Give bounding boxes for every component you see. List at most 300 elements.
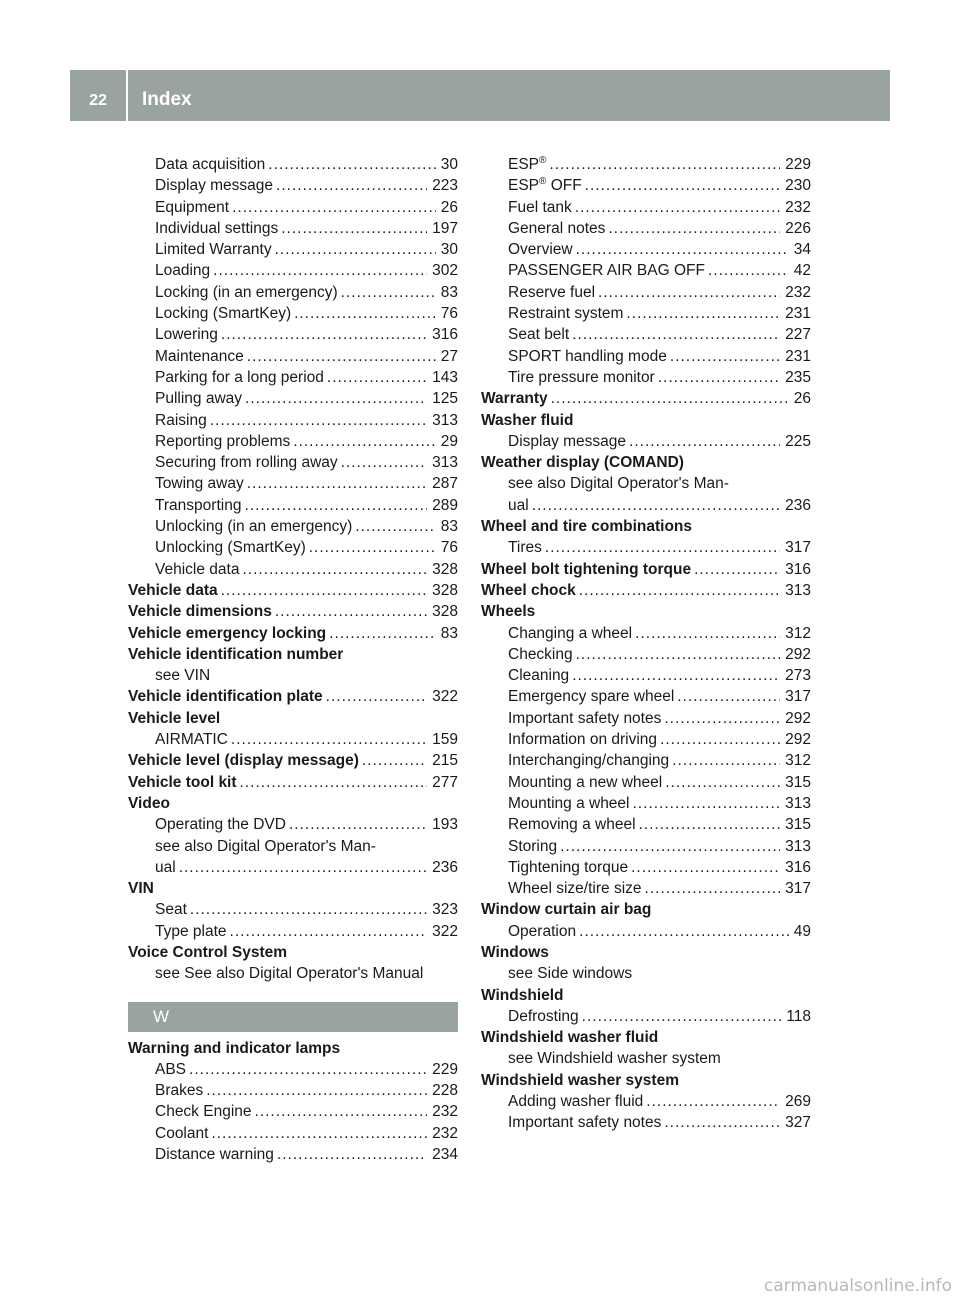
entry-label: see Windshield washer system [508, 1050, 721, 1068]
entry-label: Locking (SmartKey) [155, 305, 292, 323]
page-ref: 193 [432, 816, 458, 834]
dot-leader [341, 452, 427, 473]
section-w-entries [128, 1038, 458, 1166]
registered-mark: ® [539, 154, 547, 166]
page-ref: 143 [432, 368, 458, 386]
dot-leader [206, 1080, 427, 1101]
dot-leader [631, 857, 780, 878]
index-heading [481, 985, 811, 1006]
index-entry [128, 473, 458, 494]
left-entries [128, 154, 458, 985]
index-entry [128, 516, 458, 537]
index-heading [128, 793, 458, 814]
page-ref: 232 [432, 1103, 458, 1121]
entry-label: Seat belt [508, 326, 570, 344]
entry-text [128, 750, 359, 771]
index-heading [481, 1070, 811, 1091]
dot-leader [579, 921, 789, 942]
dot-leader [211, 1123, 427, 1144]
page-ref: 292 [785, 731, 811, 749]
entry-label: Windshield washer fluid [481, 1029, 659, 1047]
entry-label: PASSENGER AIR BAG OFF [508, 262, 705, 280]
page-ref: 317 [785, 539, 811, 557]
entry-label: Important safety notes [508, 709, 662, 727]
page-ref: 229 [432, 1060, 458, 1078]
entry-text [481, 985, 564, 1006]
page-ref: 316 [785, 858, 811, 876]
dot-leader [221, 580, 428, 601]
dot-leader [633, 793, 781, 814]
entry-label: VIN [128, 880, 154, 898]
entry-label: Operating the DVD [155, 816, 286, 834]
page-ref: 315 [785, 773, 811, 791]
entry-text [508, 1091, 643, 1112]
index-heading [128, 644, 458, 665]
index-heading [481, 516, 811, 537]
dot-leader [572, 324, 780, 345]
entry-label: General notes [508, 219, 606, 237]
index-column-right [481, 154, 811, 1134]
index-heading [481, 388, 811, 409]
entry-text [508, 303, 623, 324]
entry-label: Locking (in an emergency) [155, 283, 338, 301]
entry-text [481, 899, 651, 920]
entry-label: Tightening torque [508, 858, 629, 876]
index-entry [481, 175, 811, 196]
entry-label: SPORT handling mode [508, 347, 667, 365]
index-entry [128, 388, 458, 409]
index-entry [128, 1144, 458, 1165]
page-ref: 83 [440, 518, 458, 536]
index-entry [128, 282, 458, 303]
page-ref: 231 [785, 347, 811, 365]
index-entry [481, 346, 811, 367]
page-ref: 232 [785, 198, 811, 216]
entry-text [155, 1123, 208, 1144]
page-ref: 215 [432, 752, 458, 770]
entry-text [508, 623, 632, 644]
index-entry [128, 495, 458, 516]
entry-text [508, 708, 661, 729]
entry-text [155, 239, 272, 260]
index-heading [481, 899, 811, 920]
entry-label: Wheel size/tire size [508, 880, 642, 898]
index-entry [128, 197, 458, 218]
right-entries [481, 154, 811, 1134]
page-ref: 323 [432, 901, 458, 919]
dot-leader [293, 431, 435, 452]
entry-text [508, 218, 605, 239]
index-entry [481, 623, 811, 644]
dot-leader [579, 580, 780, 601]
entry-label: Raising [155, 411, 207, 429]
entry-text [508, 260, 705, 281]
index-entry [481, 218, 811, 239]
page-ref: 287 [432, 475, 458, 493]
dot-leader [639, 814, 781, 835]
index-entry [128, 729, 458, 750]
entry-text [155, 1059, 186, 1080]
dot-leader [694, 559, 780, 580]
entry-label: Warning and indicator lamps [128, 1039, 341, 1057]
entry-label: Lowering [155, 326, 218, 344]
page-ref: 29 [440, 432, 458, 450]
entry-label: Tire pressure monitor [508, 368, 655, 386]
entry-label: Coolant [155, 1124, 209, 1142]
page-ref: 327 [785, 1114, 811, 1132]
entry-text [155, 175, 273, 196]
section-header-w: W [128, 1002, 458, 1032]
entry-text [155, 1101, 252, 1122]
entry-text [155, 495, 241, 516]
index-entry [128, 1123, 458, 1144]
index-entry [128, 367, 458, 388]
index-entry [128, 431, 458, 452]
entry-text [128, 942, 287, 963]
dot-leader [230, 921, 428, 942]
entry-label: Brakes [155, 1082, 204, 1100]
entry-label: Seat [155, 901, 187, 919]
index-entry [128, 665, 458, 686]
page-ref: 289 [432, 496, 458, 514]
index-heading [481, 580, 811, 601]
page-ref: 322 [432, 688, 458, 706]
entry-label: Vehicle level (display message) [128, 752, 359, 770]
entry-label: Reserve fuel [508, 283, 596, 301]
dot-leader [608, 218, 780, 239]
dot-leader [329, 623, 436, 644]
index-entry [481, 793, 811, 814]
page-ref: 232 [432, 1124, 458, 1142]
index-entry [481, 963, 811, 984]
entry-text [155, 836, 376, 857]
index-heading [481, 559, 811, 580]
entry-label: Loading [155, 262, 211, 280]
index-heading [481, 942, 811, 963]
page-ref: 42 [793, 262, 811, 280]
page-ref: 235 [785, 368, 811, 386]
page-ref: 313 [432, 411, 458, 429]
entry-text [508, 729, 657, 750]
entry-text [155, 431, 290, 452]
entry-label: see VIN [155, 667, 211, 685]
index-entry [128, 346, 458, 367]
entry-text [155, 410, 207, 431]
page-ref: 76 [440, 305, 458, 323]
entry-label: Data acquisition [155, 156, 266, 173]
page-title: Index [142, 89, 192, 110]
index-heading [481, 452, 811, 473]
index-heading [128, 942, 458, 963]
index-entry [481, 878, 811, 899]
entry-label: Wheels [481, 603, 536, 621]
index-entry [128, 175, 458, 196]
index-entry [481, 665, 811, 686]
page-ref: 316 [785, 560, 811, 578]
entry-label: Unlocking (SmartKey) [155, 539, 306, 557]
index-heading [128, 686, 458, 707]
entry-text [155, 665, 210, 686]
page-ref: 313 [785, 581, 811, 599]
index-entry [481, 495, 811, 516]
page-ref: 83 [440, 624, 458, 642]
dot-leader [585, 175, 780, 196]
index-entry [128, 218, 458, 239]
entry-text [128, 772, 237, 793]
dot-leader [232, 197, 436, 218]
entry-text [508, 1048, 721, 1069]
page-ref: 236 [432, 858, 458, 876]
page-ref: 30 [440, 241, 458, 259]
entry-text [508, 431, 626, 452]
entry-label: Changing a wheel [508, 624, 633, 642]
entry-label: Important safety notes [508, 1114, 662, 1132]
entry-text [155, 963, 423, 984]
page-ref: 292 [785, 645, 811, 663]
entry-text [155, 537, 306, 558]
entry-text [481, 1027, 658, 1048]
dot-leader [635, 623, 780, 644]
dot-leader [213, 260, 427, 281]
page-ref: 317 [785, 880, 811, 898]
index-entry [128, 260, 458, 281]
entry-suffix: OFF [546, 177, 582, 195]
entry-label: Checking [508, 645, 573, 663]
entry-text [508, 1006, 579, 1027]
entry-text [155, 899, 187, 920]
index-entry [128, 857, 458, 878]
index-heading [128, 601, 458, 622]
entry-text [508, 963, 632, 984]
entry-label: Fuel tank [508, 198, 572, 216]
dot-leader [277, 1144, 427, 1165]
dot-leader [190, 899, 427, 920]
index-entry [481, 644, 811, 665]
entry-text [508, 282, 595, 303]
page-ref: 232 [785, 283, 811, 301]
index-entry [128, 410, 458, 431]
entry-text [155, 921, 227, 942]
page-ref: 223 [432, 177, 458, 195]
entry-label: see Side windows [508, 965, 633, 983]
dot-leader [362, 750, 427, 771]
entry-label: Limited Warranty [155, 241, 272, 259]
page-ref: 159 [432, 731, 458, 749]
index-entry [481, 729, 811, 750]
entry-label: Pulling away [155, 390, 243, 408]
index-entry [128, 452, 458, 473]
entry-label: Interchanging/changing [508, 752, 670, 770]
dot-leader [672, 750, 780, 771]
index-entry [481, 197, 811, 218]
page-ref: 197 [432, 219, 458, 237]
entry-text [128, 580, 218, 601]
entry-label: Tires [508, 539, 542, 557]
entry-text [508, 154, 546, 175]
index-entry [481, 260, 811, 281]
dot-leader [242, 559, 427, 580]
entry-label: Windows [481, 943, 549, 961]
entry-label: Emergency spare wheel [508, 688, 675, 706]
dot-leader [247, 346, 436, 367]
entry-label: Individual settings [155, 219, 279, 237]
index-entry [481, 857, 811, 878]
index-entry [128, 1059, 458, 1080]
page-ref: 125 [432, 390, 458, 408]
entry-label: Adding washer fluid [508, 1093, 644, 1111]
entry-label: Reporting problems [155, 432, 291, 450]
entry-label: Removing a wheel [508, 816, 636, 834]
index-entry [128, 559, 458, 580]
dot-leader [221, 324, 427, 345]
entry-label: Vehicle data [155, 560, 240, 578]
entry-label: Towing away [155, 475, 244, 493]
index-entry [481, 303, 811, 324]
page-ref: 234 [432, 1146, 458, 1164]
entry-label: Equipment [155, 198, 230, 216]
entry-text [508, 665, 569, 686]
entry-text [508, 878, 642, 899]
entry-label: Vehicle identification plate [128, 688, 323, 706]
entry-text [155, 388, 242, 409]
entry-label: Storing [508, 837, 558, 855]
dot-leader [670, 346, 780, 367]
index-entry [481, 1006, 811, 1027]
dot-leader [551, 388, 789, 409]
entry-label: Display message [508, 432, 627, 450]
index-entry [128, 154, 458, 175]
entry-label: see See also Digital Operator's Manual [155, 965, 424, 983]
dot-leader [244, 495, 427, 516]
index-entry [481, 537, 811, 558]
entry-label: Overview [508, 241, 573, 259]
entry-text [155, 303, 291, 324]
entry-label: Vehicle data [128, 581, 218, 599]
index-entry [481, 1091, 811, 1112]
entry-label: AIRMATIC [155, 731, 228, 749]
entry-label: Type plate [155, 922, 227, 940]
index-heading [481, 1027, 811, 1048]
entry-text [155, 346, 244, 367]
index-entry [481, 1048, 811, 1069]
page-ref: 269 [785, 1093, 811, 1111]
index-entry [481, 814, 811, 835]
entry-text [155, 729, 228, 750]
entry-label: Cleaning [508, 667, 570, 685]
index-entry [481, 686, 811, 707]
dot-leader [572, 665, 780, 686]
entry-text [155, 516, 352, 537]
entry-label: Wheel and tire combinations [481, 518, 692, 536]
entry-text [481, 452, 684, 473]
entry-text [155, 452, 338, 473]
index-entry [481, 367, 811, 388]
entry-label: Mounting a wheel [508, 794, 630, 812]
dot-leader [327, 367, 427, 388]
entry-label: Washer fluid [481, 411, 574, 429]
entry-label: Window curtain air bag [481, 901, 652, 919]
index-entry [128, 239, 458, 260]
dot-leader [664, 1112, 780, 1133]
dot-leader [247, 473, 427, 494]
entry-text [155, 197, 229, 218]
entry-label: Voice Control System [128, 943, 288, 961]
index-entry [128, 814, 458, 835]
entry-text [508, 346, 667, 367]
index-entry [128, 963, 458, 984]
page-ref: 236 [785, 496, 811, 514]
registered-mark: ® [539, 176, 547, 188]
entry-label: Information on driving [508, 731, 658, 749]
entry-text [481, 580, 576, 601]
entry-text [155, 324, 218, 345]
entry-label: Distance warning [155, 1146, 274, 1164]
page-ref: 328 [432, 581, 458, 599]
dot-leader [355, 516, 435, 537]
entry-text [128, 644, 343, 665]
header-divider [126, 70, 128, 121]
dot-leader [646, 1091, 780, 1112]
index-entry [128, 537, 458, 558]
page-ref: 30 [440, 156, 458, 173]
page-ref: 312 [785, 752, 811, 770]
dot-leader [660, 729, 780, 750]
entry-text [508, 772, 662, 793]
dot-leader [658, 367, 780, 388]
entry-label: Wheel chock [481, 581, 576, 599]
page-ref: 313 [432, 454, 458, 472]
dot-leader [549, 154, 780, 175]
page-ref: 328 [432, 560, 458, 578]
entry-text [128, 686, 323, 707]
index-heading [128, 878, 458, 899]
page-ref: 26 [793, 390, 811, 408]
page-header [70, 70, 890, 121]
entry-text [508, 921, 576, 942]
entry-text [508, 197, 572, 218]
page-ref: 226 [785, 219, 811, 237]
index-heading [481, 410, 811, 431]
dot-leader [576, 239, 789, 260]
page-ref: 315 [785, 816, 811, 834]
entry-text [508, 537, 542, 558]
dot-leader [255, 1101, 428, 1122]
entry-label: Transporting [155, 496, 242, 514]
entry-label: Parking for a long period [155, 368, 324, 386]
entry-text [508, 857, 628, 878]
index-heading [481, 601, 811, 622]
entry-text [155, 857, 176, 878]
entry-text [128, 878, 154, 899]
entry-label: Windshield washer system [481, 1071, 679, 1089]
entry-text [128, 623, 326, 644]
entry-text [155, 473, 244, 494]
page-ref: 328 [432, 603, 458, 621]
entry-text [508, 473, 729, 494]
page-ref: 273 [785, 667, 811, 685]
entry-text [155, 559, 239, 580]
index-entry [481, 282, 811, 303]
page-ref: 227 [785, 326, 811, 344]
page-ref: 49 [793, 922, 811, 940]
entry-text [508, 367, 655, 388]
entry-label: Vehicle level [128, 709, 221, 727]
dot-leader [189, 1059, 427, 1080]
dot-leader [231, 729, 427, 750]
entry-text [508, 686, 674, 707]
index-entry [481, 836, 811, 857]
index-entry [128, 836, 458, 857]
